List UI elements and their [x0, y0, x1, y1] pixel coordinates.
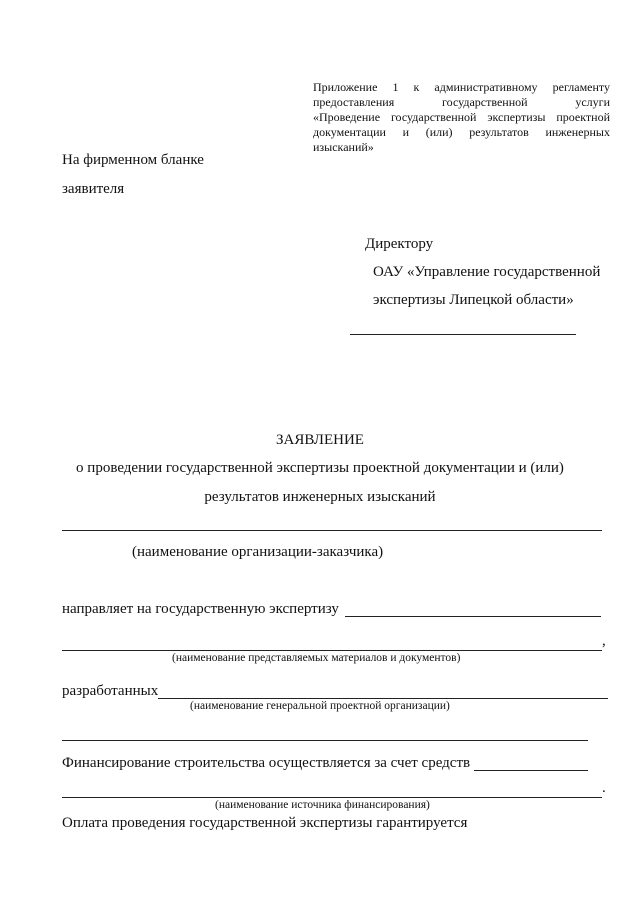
document-subtitle-2: результатов инженерных изысканий: [204, 489, 436, 505]
annex-line: изысканий»: [313, 140, 374, 154]
letterhead-line-1: На фирменном бланке: [62, 152, 204, 168]
document-subtitle-1: о проведении государственной экспертизы проектной документации и (или): [76, 460, 564, 476]
financing-caption: (наименование источника финансирования): [215, 799, 430, 811]
customer-caption: (наименование организации-заказчика): [132, 544, 384, 560]
materials-line[interactable]: [62, 650, 602, 651]
customer-name-line[interactable]: [62, 530, 602, 531]
annex-line: «Проведение государственной экспертизы проектной: [313, 110, 610, 124]
annex-line: предоставления государственной услуги: [313, 95, 610, 109]
materials-comma: ,: [602, 633, 606, 649]
developer-continuation-line[interactable]: [62, 740, 588, 741]
addressee-name-line[interactable]: [350, 334, 576, 335]
financing-period: .: [602, 780, 606, 796]
developed-label: разработанных: [62, 683, 159, 699]
payment-text: Оплата проведения государственной экспертизы гарантируется: [62, 815, 468, 831]
financing-source-line[interactable]: [474, 770, 588, 771]
developer-caption: (наименование генеральной проектной организации): [190, 700, 450, 712]
sends-label: направляет на государственную экспертизу: [62, 601, 339, 617]
addressee-line-3: экспертизы Липецкой области»: [373, 292, 574, 308]
annex-note: [313, 80, 610, 155]
annex-line: документации и (или) результатов инженерных: [313, 125, 610, 139]
financing-label: Финансирование строительства осуществляется за счет средств: [62, 755, 471, 771]
expertise-object-line[interactable]: [345, 616, 601, 617]
letterhead-line-2: заявителя: [62, 181, 125, 197]
addressee-line-2: ОАУ «Управление государственной: [373, 264, 601, 280]
addressee-line-1: Директору: [365, 236, 434, 252]
materials-caption: (наименование представляемых материалов и документов): [172, 652, 461, 664]
annex-line: Приложение 1 к административному регламенту: [313, 80, 610, 94]
financing-continuation-line[interactable]: [62, 797, 602, 798]
developer-line[interactable]: [158, 698, 608, 699]
document-title: ЗАЯВЛЕНИЕ: [276, 432, 364, 448]
